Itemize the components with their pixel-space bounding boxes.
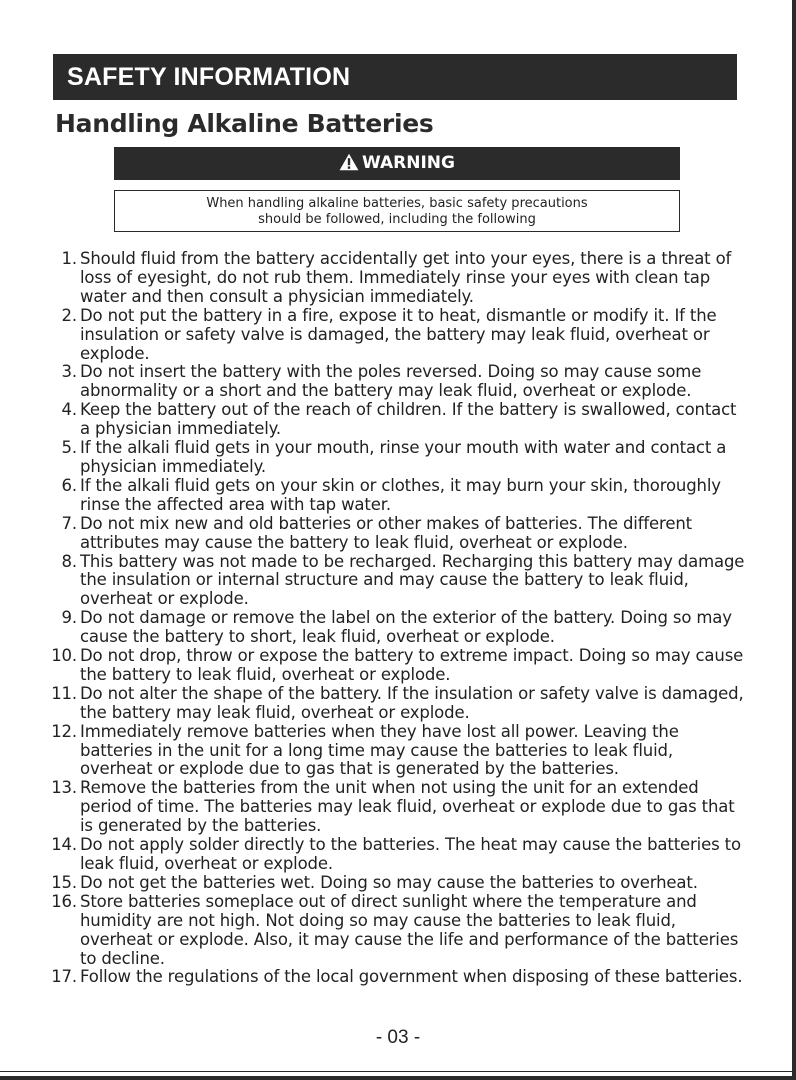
list-item-number: 2. <box>61 305 77 325</box>
warning-triangle-icon <box>339 150 359 183</box>
list-item-text: Do not insert the battery with the poles reversed. Doing so may cause some abnormality or a short and the battery may leak fluid, overheat or explode. <box>80 362 702 401</box>
section-banner: SAFETY INFORMATION <box>53 54 737 100</box>
list-item-number: 13. <box>51 778 77 798</box>
list-item <box>47 401 747 439</box>
list-item-text: Keep the battery out of the reach of children. If the battery is swallowed, contact a physician immediately. <box>80 400 737 439</box>
page-edge-bottom <box>0 1076 796 1080</box>
list-item <box>47 515 747 553</box>
list-item-text: Do not get the batteries wet. Doing so may cause the batteries to overheat. <box>80 872 698 892</box>
list-item <box>47 609 747 647</box>
list-item <box>47 779 747 836</box>
list-item <box>47 307 747 364</box>
page-edge-bottom-line <box>0 1071 796 1072</box>
list-item-text: Do not apply solder directly to the batteries. The heat may cause the batteries to leak fluid, overheat or explode. <box>80 835 741 873</box>
page-edge-right <box>792 0 796 1080</box>
list-item-number: 1. <box>61 249 77 268</box>
list-item <box>47 553 747 610</box>
list-item <box>47 836 747 874</box>
list-item-text: Should fluid from the battery accidentally get into your eyes, there is a threat of loss of eyesight, do not rub them. Immediately rinse your eyes with clean tap water and then consult a physician immediately. <box>80 249 732 306</box>
list-item-number: 14. <box>51 835 77 855</box>
warning-label: WARNING <box>362 153 455 173</box>
list-item-text: Do not drop, throw or expose the battery to extreme impact. Doing so may cause the battery to leak fluid, overheat or explode. <box>80 646 744 684</box>
list-item-number: 4. <box>61 400 77 420</box>
list-item <box>47 685 747 723</box>
list-item-number: 6. <box>61 475 77 495</box>
safety-instruction-list <box>47 250 747 987</box>
list-item <box>47 723 747 780</box>
list-item-number: 9. <box>61 608 77 628</box>
list-item <box>47 893 747 969</box>
list-item-text: Do not damage or remove the label on the exterior of the battery. Doing so may cause the battery to short, leak fluid, overheat or explode. <box>80 608 732 647</box>
list-item-text: Remove the batteries from the unit when not using the unit for an extended period of time. The batteries may leak fluid, overheat or explode due to gas that is generated by the batteries. <box>80 778 735 836</box>
list-item-number: 12. <box>51 721 77 741</box>
list-item-number: 17. <box>51 967 77 987</box>
warning-note-line: should be followed, including the following <box>258 212 536 227</box>
list-item-text: Immediately remove batteries when they have lost all power. Leaving the batteries in the unit for a long time may cause the batteries to leak fluid, overheat or explode due to gas that is generated by the batteries. <box>80 721 679 779</box>
list-item-number: 11. <box>51 683 77 703</box>
list-item-text: If the alkali fluid gets on your skin or clothes, it may burn your skin, thoroughly rinse the affected area with tap water. <box>80 475 721 514</box>
list-item <box>47 250 747 307</box>
list-item <box>47 363 747 401</box>
list-item-number: 7. <box>61 513 77 533</box>
section-subtitle: Handling Alkaline Batteries <box>55 109 434 138</box>
list-item-text: Do not mix new and old batteries or other makes of batteries. The different attributes may cause the battery to leak fluid, overheat or explode. <box>80 513 692 552</box>
list-item-text: This battery was not made to be recharged. Recharging this battery may damage the insulation or internal structure and may cause the battery to leak fluid, overheat or explode. <box>80 551 745 609</box>
list-item-text: If the alkali fluid gets in your mouth, rinse your mouth with water and contact a physician immediately. <box>80 438 727 476</box>
list-item-text: Follow the regulations of the local government when disposing of these batteries. <box>80 967 743 987</box>
list-item-text: Do not alter the shape of the battery. If the insulation or safety valve is damaged, the battery may leak fluid, overheat or explode. <box>80 683 744 722</box>
warning-note-box <box>114 190 680 232</box>
list-item <box>47 477 747 515</box>
list-item <box>47 874 747 893</box>
list-item-text: Store batteries someplace out of direct sunlight where the temperature and humidity are not high. Not doing so may cause the batteries to leak fluid, overheat or explode. Also, it may cause the life and performance of the batteries to decline. <box>80 891 739 968</box>
warning-bar <box>114 147 680 180</box>
list-item-number: 5. <box>61 438 77 458</box>
list-item-number: 10. <box>51 646 77 666</box>
list-item-text: Do not put the battery in a fire, expose it to heat, dismantle or modify it. If the insulation or safety valve is damaged, the battery may leak fluid, overheat or explode. <box>80 305 717 363</box>
list-item-number: 3. <box>61 362 77 382</box>
list-item <box>47 647 747 685</box>
page-number: - 03 - <box>375 1027 421 1048</box>
list-item-number: 15. <box>51 872 77 892</box>
warning-note-line: When handling alkaline batteries, basic safety precautions <box>206 196 588 211</box>
list-item-number: 8. <box>61 551 77 571</box>
list-item <box>47 968 747 987</box>
list-item-number: 16. <box>51 891 77 911</box>
list-item <box>47 439 747 477</box>
